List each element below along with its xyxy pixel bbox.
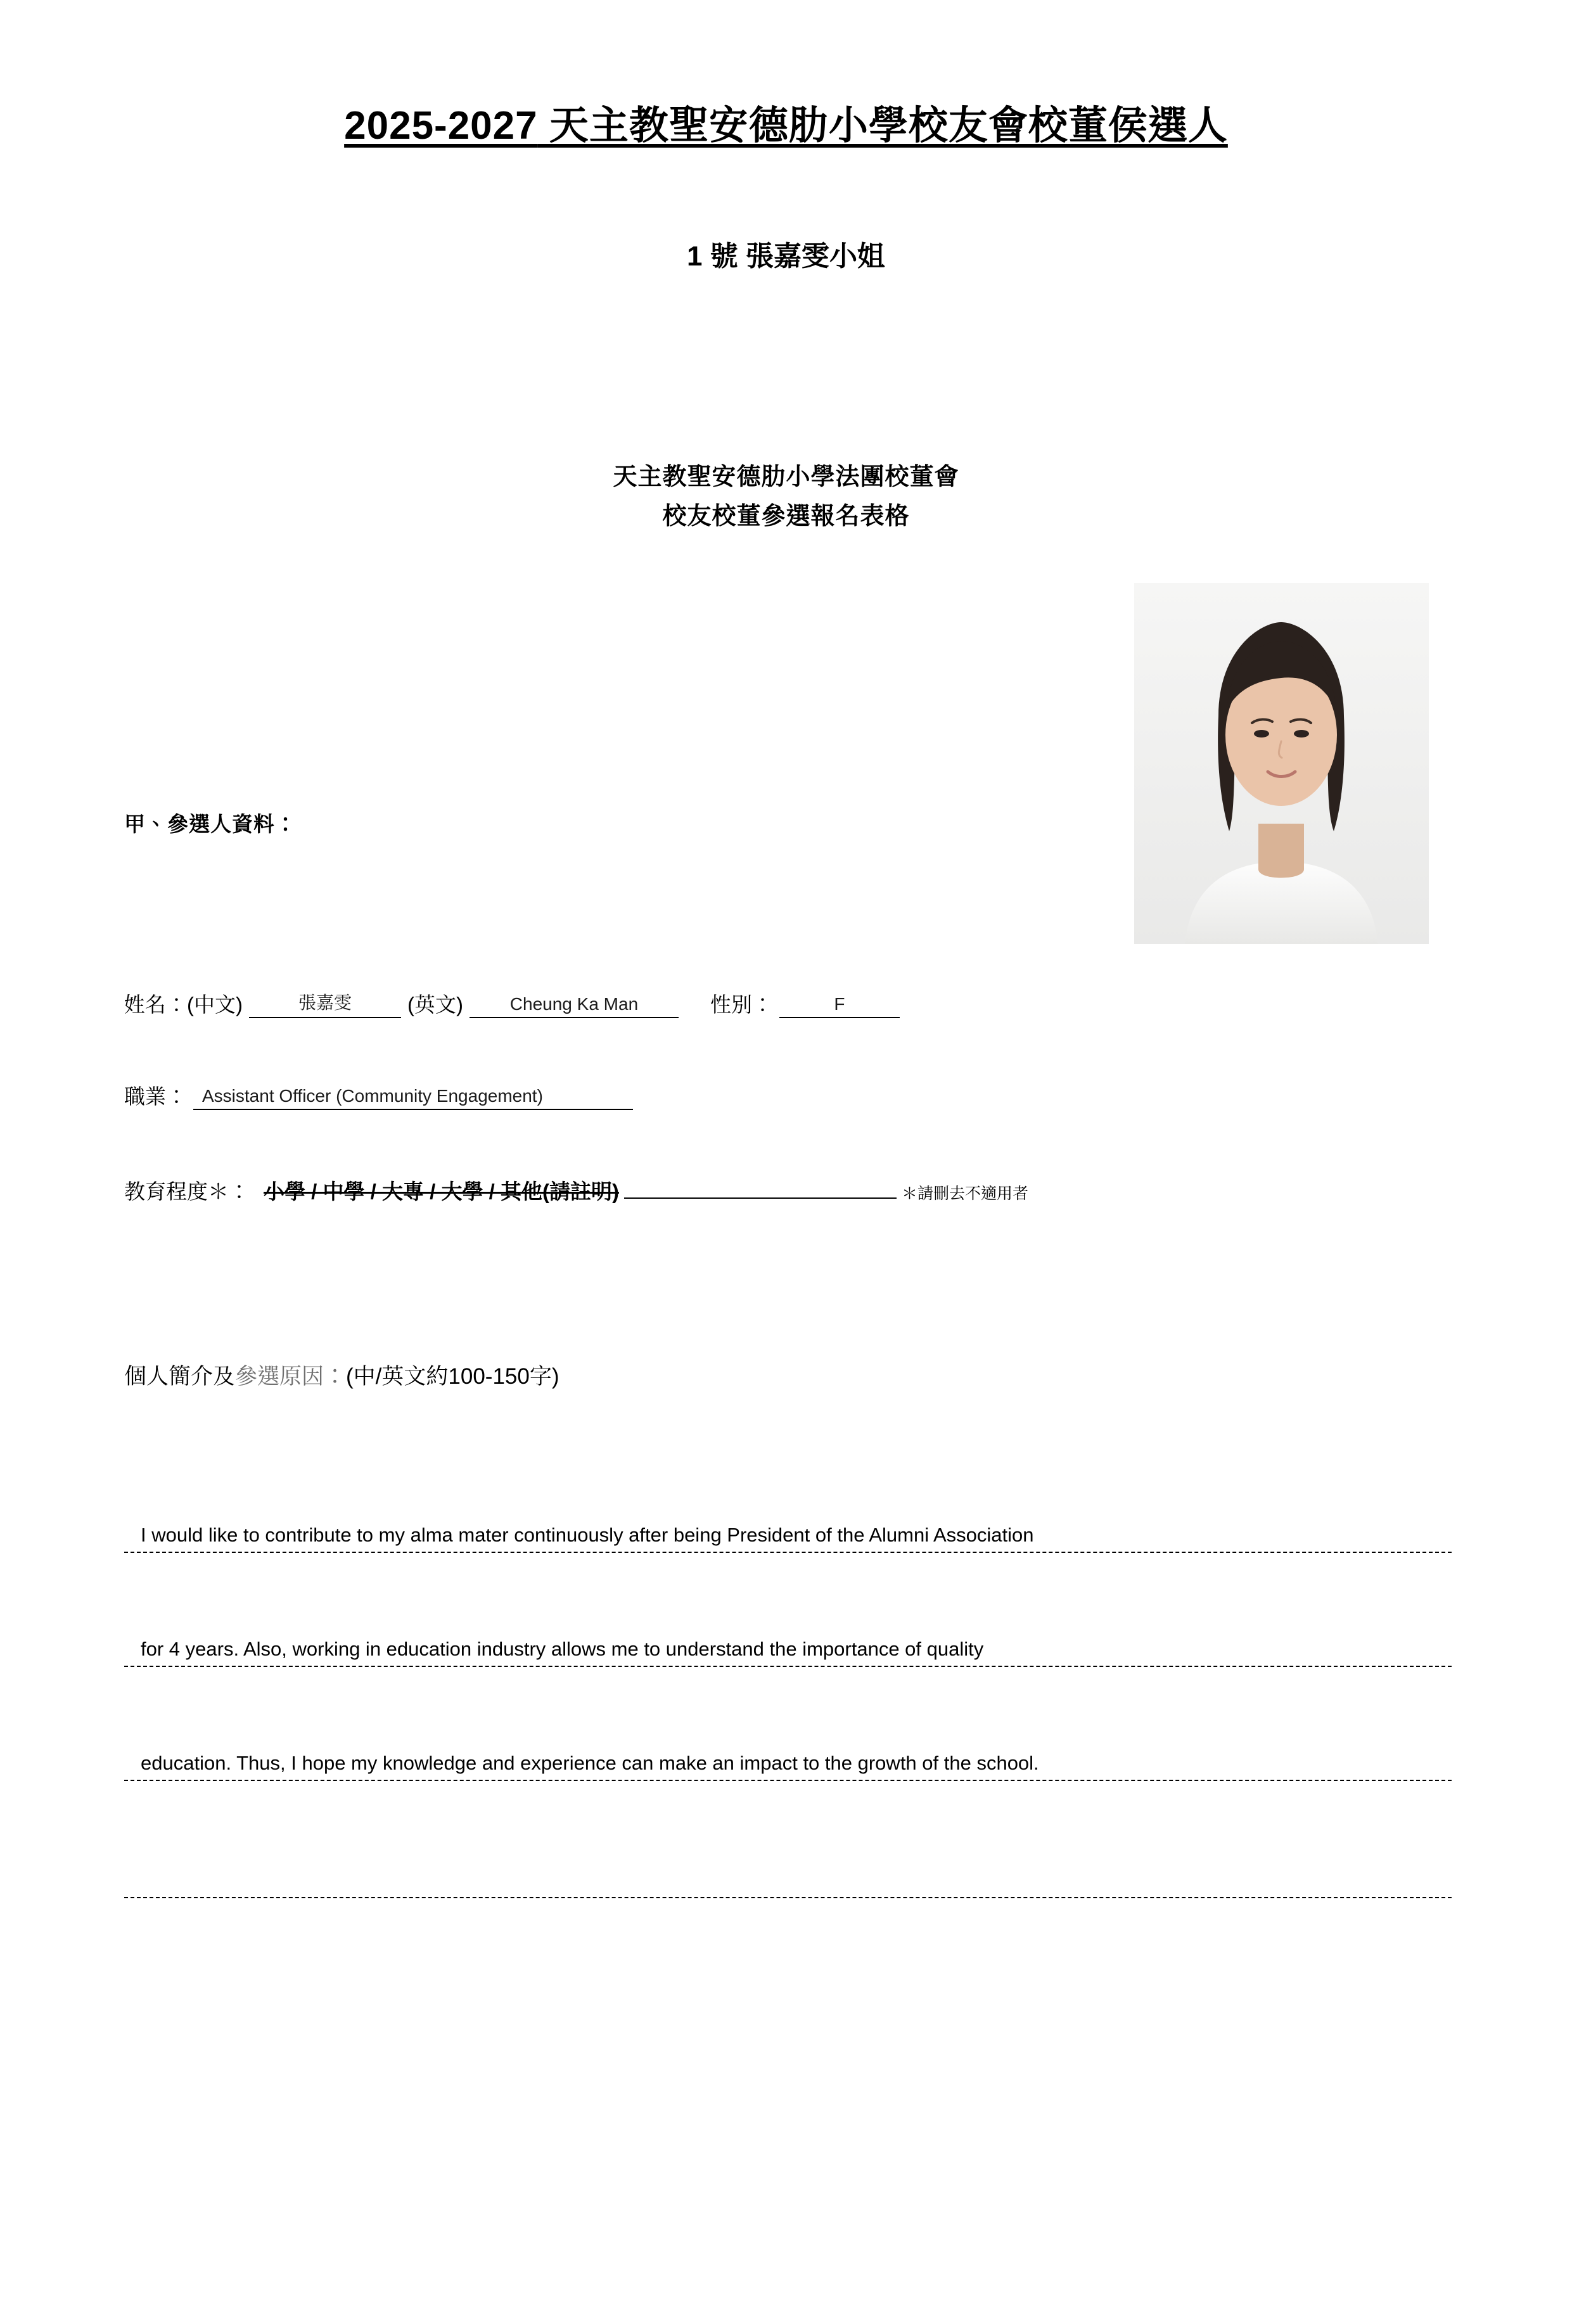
intro-line-3-rule [124,1780,1452,1781]
intro-line-4[interactable] [124,1869,1452,1898]
intro-line-1-text: I would like to contribute to my alma mater continuously after being President of the Alumni Association [141,1524,1034,1546]
intro-line-4-rule [124,1897,1452,1898]
intro-heading-part3: (中/英文約100-150字) [346,1364,559,1389]
intro-line-2[interactable] [124,1638,1452,1667]
name-row [124,988,906,1018]
name-chinese-label: (中文) [187,993,243,1016]
form-header [0,457,1572,537]
name-chinese-value[interactable]: 張嘉雯 [249,989,401,1018]
page-title-years: 2025-2027 [344,104,538,148]
gender-value[interactable]: F [779,994,900,1018]
name-english-label: (英文) [407,993,463,1016]
education-label: 教育程度＊： [124,1180,250,1203]
intro-line-3-text: education. Thus, I hope my knowledge and experience can make an impact to the growth of the school. [141,1752,1039,1774]
name-label: 姓名： [124,993,187,1016]
candidate-heading: 1 號 張嘉雯小姐 [687,240,885,272]
portrait-illustration [1134,583,1429,944]
occupation-row [124,1080,639,1110]
education-note: ＊請刪去不適用者 [902,1185,1029,1203]
section-a-label: 甲、參選人資料： [124,812,297,836]
intro-heading-part1: 個人簡介及 [124,1364,236,1389]
intro-line-1[interactable] [124,1524,1452,1553]
name-english-value[interactable]: Cheung Ka Man [470,994,679,1018]
occupation-value[interactable]: Assistant Officer (Community Engagement) [193,1086,633,1110]
gender-label: 性別： [710,993,773,1016]
document-page [0,101,1572,2324]
intro-line-4-text [124,1869,1452,1892]
intro-heading-part2: 參選原因： [235,1364,347,1389]
page-title-text: 天主教聖安德肋小學校友會校董侯選人 [537,104,1228,148]
intro-line-3[interactable] [124,1752,1452,1781]
education-other-blank[interactable] [624,1197,897,1199]
education-options[interactable]: 小學 / 中學 / 大專 / 大學 / 其他(請註明) [264,1180,619,1203]
form-header-line-2: 校友校董參選報名表格 [662,503,910,530]
intro-line-2-text: for 4 years. Also, working in education industry allows me to understand the importance of quality [141,1638,984,1660]
education-row [124,1175,1028,1205]
candidate-photo [1134,583,1429,944]
page-title [0,101,1572,151]
occupation-label: 職業： [124,1085,187,1108]
intro-line-1-rule [124,1552,1452,1553]
intro-line-2-rule [124,1666,1452,1667]
form-header-line-1: 天主教聖安德肋小學法團校董會 [613,463,959,490]
intro-heading [124,1359,559,1391]
